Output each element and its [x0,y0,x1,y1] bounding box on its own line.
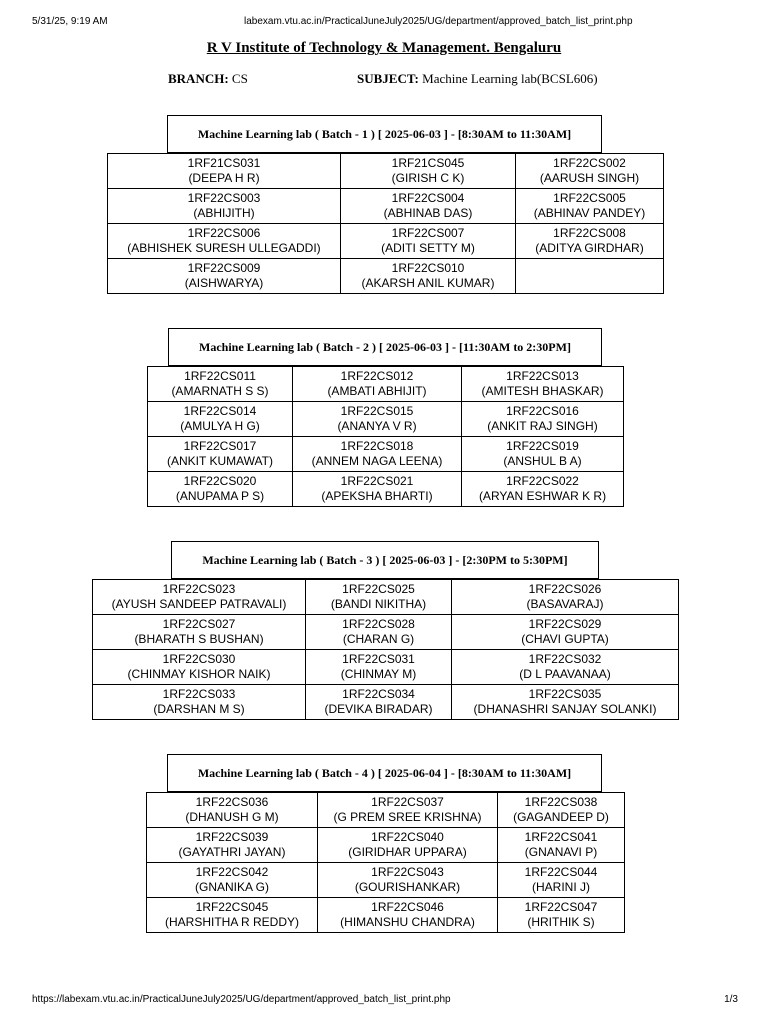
student-usn: 1RF22CS004 [391,191,465,205]
student-cell [341,154,516,189]
student-usn: 1RF22CS036 [195,795,269,809]
student-cell [462,437,624,472]
table-row [148,367,624,402]
student-usn: 1RF22CS016 [506,404,579,418]
student-usn: 1RF22CS026 [528,582,602,596]
student-usn: 1RF22CS007 [391,226,465,240]
student-name: (ADITYA GIRDHAR) [535,241,644,255]
student-usn: 1RF22CS012 [340,369,414,383]
student-name: (HIMANSHU CHANDRA) [340,915,475,929]
student-name: (APEKSHA BHARTI) [321,489,433,503]
student-usn: 1RF22CS042 [195,865,269,879]
print-datetime: 5/31/25, 9:19 AM [32,16,108,27]
student-usn: 1RF22CS010 [391,261,465,275]
student-usn: 1RF22CS014 [183,404,257,418]
student-usn: 1RF22CS046 [371,900,444,914]
student-usn: 1RF22CS044 [524,865,598,879]
student-cell [318,898,498,933]
student-cell [516,224,664,259]
student-usn: 1RF22CS037 [371,795,444,809]
student-cell [462,472,624,507]
student-name: (G PREM SREE KRISHNA) [333,810,482,824]
student-usn: 1RF22CS028 [342,617,415,631]
student-usn: 1RF22CS022 [506,474,579,488]
table-row [147,793,625,828]
student-name: (GIRISH C K) [391,171,465,185]
student-name: (ANNEM NAGA LEENA) [311,454,443,468]
student-name: (AMITESH BHASKAR) [481,384,604,398]
student-usn: 1RF22CS035 [528,687,602,701]
student-name: (DARSHAN M S) [153,702,245,716]
student-cell [93,580,306,615]
student-cell [148,437,293,472]
student-usn: 1RF22CS018 [340,439,414,453]
student-usn: 1RF22CS040 [371,830,444,844]
student-cell [498,828,625,863]
student-name: (GIRIDHAR UPPARA) [348,845,467,859]
student-cell [341,259,516,294]
table-row [108,154,664,189]
student-cell [452,580,679,615]
table-row [148,437,624,472]
student-cell [293,402,462,437]
student-name: (BASAVARAJ) [526,597,604,611]
table-row [108,224,664,259]
student-usn: 1RF21CS045 [391,156,465,170]
institute-title: R V Institute of Technology & Management. Bengaluru [206,40,562,56]
student-name: (DEVIKA BIRADAR) [324,702,433,716]
student-name: (AMARNATH S S) [171,384,269,398]
student-usn: 1RF22CS038 [524,795,598,809]
student-usn: 1RF22CS017 [183,439,257,453]
student-cell [306,615,452,650]
table-row [148,402,624,437]
subject-value: Machine Learning lab(BCSL606) [422,71,598,86]
batch-title: Machine Learning lab ( Batch - 3 ) [ 2025-06-03 ] - [2:30PM to 5:30PM] [171,541,599,579]
student-usn: 1RF22CS043 [371,865,444,879]
student-name: (HARSHITHA R REDDY) [164,915,299,929]
table-row [147,898,625,933]
student-cell [452,685,679,720]
student-cell [147,828,318,863]
student-cell [147,793,318,828]
table-row [147,828,625,863]
student-usn: 1RF22CS013 [506,369,579,383]
student-cell [108,154,341,189]
student-name: (GAGANDEEP D) [513,810,609,824]
print-page-title: labexam.vtu.ac.in/PracticalJuneJuly2025/UG/department/approved_batch_list_print.php [244,16,633,27]
table-row [147,863,625,898]
student-name: (ABHINAV PANDEY) [533,206,646,220]
table-row [108,259,664,294]
student-usn: 1RF22CS025 [342,582,415,596]
student-cell [306,580,452,615]
student-cell [516,189,664,224]
student-usn: 1RF22CS015 [340,404,414,418]
student-cell [318,828,498,863]
student-name: (AMULYA H G) [180,419,260,433]
student-name: (AISHWARYA) [184,276,264,290]
student-usn: 1RF22CS034 [342,687,415,701]
student-name: (HRITHIK S) [527,915,595,929]
student-usn: 1RF22CS033 [162,687,236,701]
student-cell [93,685,306,720]
batch-title: Machine Learning lab ( Batch - 2 ) [ 2025-06-03 ] - [11:30AM to 2:30PM] [168,328,602,366]
batch-title: Machine Learning lab ( Batch - 1 ) [ 2025-06-03 ] - [8:30AM to 11:30AM] [167,115,602,153]
student-cell [318,863,498,898]
student-cell [318,793,498,828]
student-cell [452,650,679,685]
student-cell [498,793,625,828]
table-row [93,650,679,685]
student-cell [306,685,452,720]
student-cell [108,224,341,259]
student-name: (ABHIJITH) [193,206,255,220]
student-name: (ANKIT KUMAWAT) [167,454,273,468]
student-name: (AARUSH SINGH) [539,171,640,185]
student-name: (CHAVI GUPTA) [521,632,609,646]
table-row [93,615,679,650]
student-name: (D L PAAVANAA) [519,667,611,681]
student-name: (AMBATI ABHIJIT) [327,384,427,398]
student-name: (AYUSH SANDEEP PATRAVALI) [111,597,287,611]
student-cell [147,863,318,898]
student-usn: 1RF22CS002 [553,156,626,170]
student-name: (BHARATH S BUSHAN) [134,632,264,646]
student-cell [148,472,293,507]
student-name: (GAYATHRI JAYAN) [178,845,286,859]
batch-title: Machine Learning lab ( Batch - 4 ) [ 2025-06-04 ] - [8:30AM to 11:30AM] [167,754,602,792]
student-cell [93,650,306,685]
student-usn: 1RF22CS039 [195,830,269,844]
branch-line [168,71,248,87]
student-name: (BANDI NIKITHA) [330,597,427,611]
student-cell [306,650,452,685]
student-name: (ABHISHEK SURESH ULLEGADDI) [127,241,321,255]
print-url: https://labexam.vtu.ac.in/PracticalJuneJuly2025/UG/department/approved_batch_list_print.php [32,994,451,1005]
student-name: (ANANYA V R) [337,419,417,433]
student-name: (DEEPA H R) [188,171,260,185]
student-cell [293,437,462,472]
student-usn: 1RF22CS009 [187,261,261,275]
student-cell [341,224,516,259]
branch-label: BRANCH: [168,71,229,86]
student-cell [108,259,341,294]
student-cell [148,402,293,437]
student-usn: 1RF22CS008 [553,226,626,240]
student-name: (ARYAN ESHWAR K R) [478,489,607,503]
student-name: (CHINMAY M) [340,667,417,681]
student-usn: 1RF22CS041 [524,830,598,844]
student-usn: 1RF22CS019 [506,439,579,453]
table-row [93,685,679,720]
student-cell [93,615,306,650]
student-name: (CHARAN G) [342,632,415,646]
student-cell [452,615,679,650]
student-cell [147,898,318,933]
student-usn: 1RF22CS023 [162,582,236,596]
student-usn: 1RF21CS031 [187,156,261,170]
subject-line [357,71,598,87]
student-cell [293,472,462,507]
student-usn: 1RF22CS047 [524,900,598,914]
student-usn: 1RF22CS021 [340,474,414,488]
student-name: (GOURISHANKAR) [354,880,461,894]
student-name: (DHANUSH G M) [185,810,279,824]
student-name: (GNANAVI P) [524,845,598,859]
student-usn: 1RF22CS032 [528,652,602,666]
student-name: (CHINMAY KISHOR NAIK) [127,667,271,681]
student-name: (GNANIKA G) [194,880,269,894]
student-usn: 1RF22CS030 [162,652,236,666]
batch-table [147,366,624,507]
student-name: (ANUPAMA P S) [175,489,265,503]
student-cell [516,259,664,294]
student-name: (ADITI SETTY M) [381,241,475,255]
student-cell [148,367,293,402]
student-cell [462,367,624,402]
student-cell [341,189,516,224]
student-usn: 1RF22CS031 [342,652,415,666]
student-name: (ANSHUL B A) [503,454,582,468]
table-row [148,472,624,507]
student-name: (DHANASHRI SANJAY SOLANKI) [473,702,657,716]
subject-label: SUBJECT: [357,71,419,86]
student-usn: 1RF22CS020 [183,474,257,488]
student-usn: 1RF22CS027 [162,617,236,631]
batch-table [92,579,679,720]
student-name: (AKARSH ANIL KUMAR) [361,276,495,290]
print-page-number: 1/3 [724,994,738,1005]
table-row [93,580,679,615]
student-usn: 1RF22CS011 [184,369,256,383]
batch-table [146,792,625,933]
student-cell [516,154,664,189]
student-name: (ABHINAB DAS) [383,206,473,220]
student-cell [498,863,625,898]
student-name: (ANKIT RAJ SINGH) [487,419,598,433]
student-usn: 1RF22CS029 [528,617,602,631]
student-cell [293,367,462,402]
student-cell [462,402,624,437]
student-usn: 1RF22CS045 [195,900,269,914]
batch-table [107,153,664,294]
student-usn: 1RF22CS003 [187,191,261,205]
student-name: (HARINI J) [532,880,590,894]
student-cell [498,898,625,933]
branch-value: CS [231,71,248,86]
student-cell [108,189,341,224]
student-usn: 1RF22CS006 [187,226,261,240]
table-row [108,189,664,224]
student-usn: 1RF22CS005 [553,191,626,205]
